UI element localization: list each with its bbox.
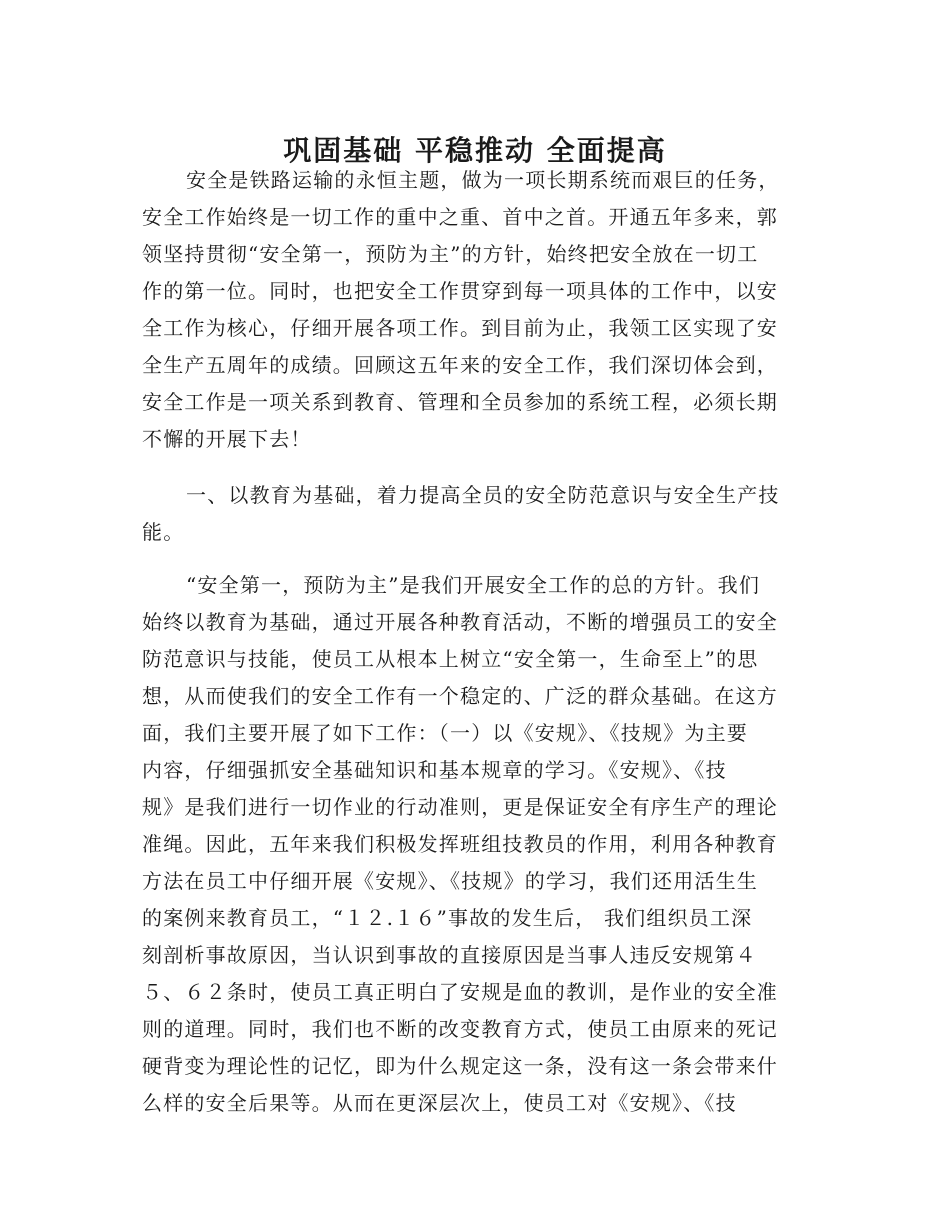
paragraph-education: “安全第一，预防为主”是我们开展安全工作的总的方针。我们 始终以教育为基础，通过开展各种教育活动，不断的增强员工的安全 防范意识与技能，使员工从根本上树立“安全第一，生命至上”的思 想，从而使我们的安全工作有一个稳定的、广泛的群众基础。在这方 面，我们主要开展了如下工作：（一）以《安规》、《技规》为主要 内容，仔细强抓安全基础知识和基本规章的学习。《安规》、《技 规》是我们进行一切作业的行动准则，更是保证安全有序生产的理论 准绳。因此，五年来我们积极发挥班组技教员的作用，利用各种教育 方法在员工中仔细开展《安规》、《技规》的学习，我们还用活生生 的案例来教育员工，“１２.１６”事故的发生后， 我们组织员工深 刻剖析事故原因，当认识到事故的直接原因是当事人违反安规第４ ５、６２条时，使员工真正明白了安规是血的教训，是作业的安全准 则的道理。同时，我们也不断的改变教育方式，使员工由原来的死记 硬背变为理论性的记忆，即为什么规定这一条，没有这一条会带来什 么样的安全后果等。从而在更深层次上，使员工对《安规》、《技: [142, 573, 778, 1115]
paragraph-intro: 安全是铁路运输的永恒主题，做为一项长期系统而艰巨的任务， 安全工作始终是一切工作的重中之重、首中之首。开通五年多来，郭 领坚持贯彻“安全第一，预防为主”的方针，始终把安全放在一切工 作的第一位。同时，也把安全工作贯穿到每一项具体的工作中，以安 全工作为核心，仔细开展各项工作。到目前为止，我领工区实现了安 全生产五周年的成绩。回顾这五年来的安全工作，我们深切体会到， 安全工作是一项关系到教育、管理和全员参加的系统工程，必须长期 不懈的开展下去！: [142, 168, 780, 451]
paragraph-section-heading: 一、以教育为基础，着力提高全员的安全防范意识与安全生产技 能。: [142, 483, 780, 544]
document-title: 巩固基础 平稳推动 全面提高: [283, 133, 667, 167]
